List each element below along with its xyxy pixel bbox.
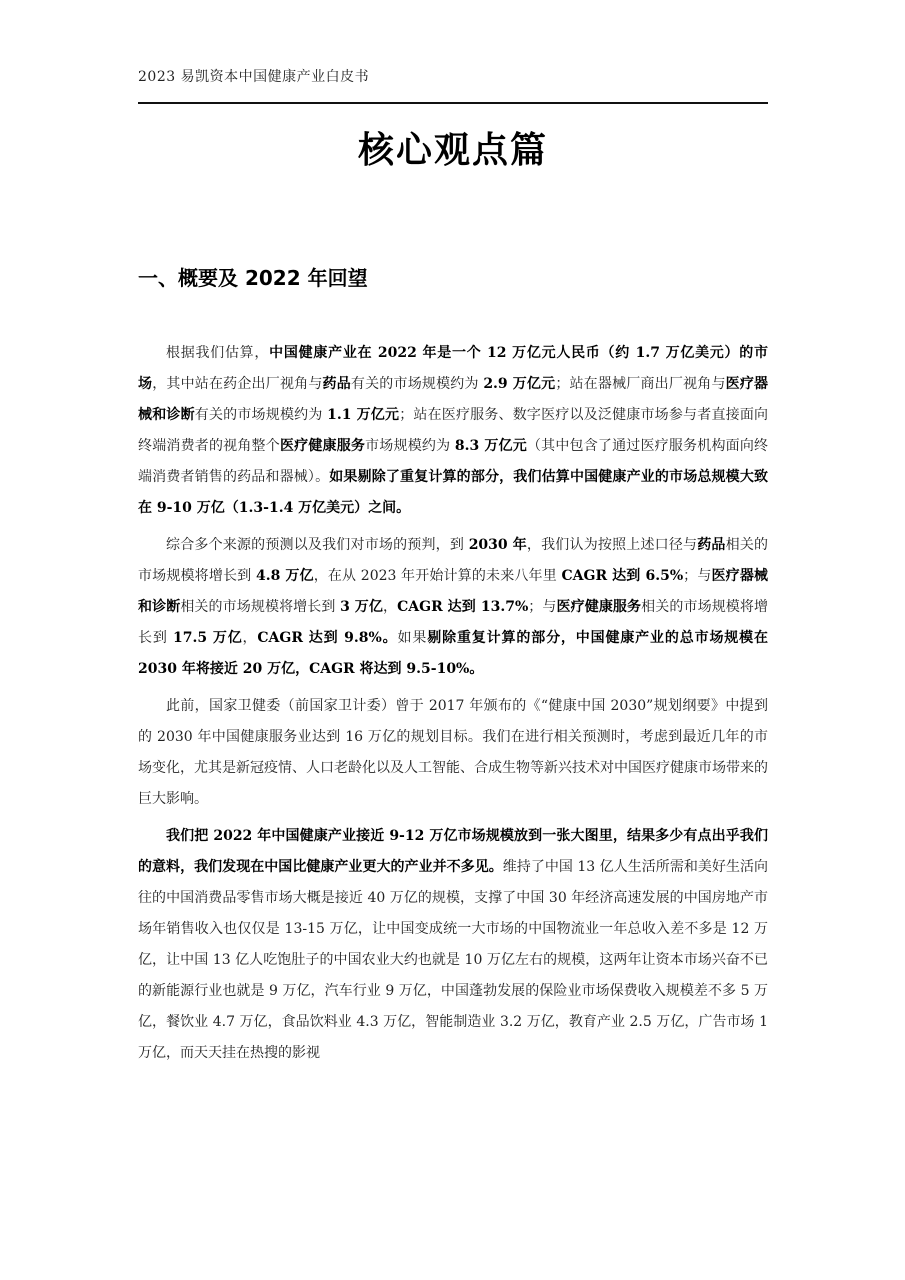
text-run: 相关的市场规模将增长到 — [138, 537, 769, 584]
bold-text-run: 2030 年 — [468, 537, 527, 553]
document-header-title: 2023 易凯资本中国健康产业白皮书 — [138, 69, 370, 85]
paragraph — [138, 691, 768, 815]
bold-text-run: 如果剔除了重复计算的部分，我们估算中国健康产业的市场总规模大致在 9-10 万亿（1.3-1.4 万亿美元）之间。 — [138, 469, 769, 516]
bold-text-run: 4.8 万亿 — [255, 568, 314, 584]
text-run: ， — [242, 630, 258, 646]
bold-text-run: 医疗健康服务 — [279, 438, 366, 454]
bold-text-run: 17.5 万亿 — [173, 630, 243, 646]
bold-text-run: 1.1 万亿元 — [327, 407, 400, 423]
bold-text-run: 3 万亿 — [340, 599, 383, 615]
bold-text-run: 8.3 万亿元 — [454, 438, 527, 454]
bold-text-run: 医疗器械和诊断 — [138, 568, 769, 615]
paragraph — [138, 530, 768, 685]
bold-text-run: 中国健康产业在 2022 年是一个 12 万亿元人民币（约 1.7 万亿美元）的市场 — [138, 345, 769, 392]
text-run: 此前，国家卫健委（前国家卫计委）曾于 2017 年颁布的《“健康中国 2030”规划纲要》中提到的 2030 年中国健康服务业达到 16 万亿的规划目标。我们在进行相关预测时，考虑到最近几年的市场变化，尤其是新冠疫情、人口老龄化以及人工智能、合成生物等新兴技术对中国医疗健康市场带来的巨大影响。 — [138, 698, 768, 807]
bold-text-run: 医疗健康服务 — [556, 599, 642, 615]
body-text — [138, 338, 768, 1075]
text-run: ；站在器械厂商出厂视角与 — [555, 376, 726, 392]
paragraph — [138, 821, 768, 1069]
page-title: 核心观点篇 — [357, 130, 548, 171]
bold-text-run: 医疗器械和诊断 — [138, 376, 769, 423]
text-run: （其中包含了通过医疗服务机构面向终端消费者销售的药品和器械）。 — [138, 438, 769, 485]
text-run: 相关的市场规模将增长到 — [138, 599, 769, 646]
text-run: 市场规模约为 — [365, 438, 455, 454]
text-run: ；站在医疗服务、数字医疗以及泛健康市场参与者直接面向终端消费者的视角整个 — [138, 407, 769, 454]
text-run: ，我们认为按照上述口径与 — [526, 537, 698, 553]
bold-text-run: CAGR 达到 13.7% — [397, 599, 529, 615]
bold-text-run: CAGR 达到 6.5% — [561, 568, 684, 584]
section-heading: 一、概要及 2022 年回望 — [138, 266, 368, 290]
text-run: ， — [383, 599, 398, 615]
bold-text-run: 我们把 2022 年中国健康产业接近 9-12 万亿市场规模放到一张大图里，结果多少有点出乎我们的意料，我们发现在中国比健康产业更大的产业并不多见。 — [138, 828, 768, 875]
bold-text-run: CAGR 达到 9.8%。 — [257, 630, 398, 646]
bold-text-run: 药品 — [697, 537, 726, 553]
text-run: 有关的市场规模约为 — [194, 407, 328, 423]
text-run: 相关的市场规模将增长到 — [180, 599, 341, 615]
text-run: ，其中站在药企出厂视角与 — [152, 376, 323, 392]
paragraph — [138, 338, 768, 524]
bold-text-run: 2.9 万亿元 — [483, 376, 556, 392]
text-run: 维持了中国 13 亿人生活所需和美好生活向往的中国消费品零售市场大概是接近 40 万亿的规模，支撑了中国 30 年经济高速发展的中国房地产市场年销售收入也仅仅是 13-15 万亿，让中国变成统一大市场的中国物流业一年总收入差不多是 12 万亿，让中国 13 亿人吃饱肚子的中国农业大约也就是 10 万亿左右的规模，这两年让资本市场兴奋不已的新能源行业也就是 9 万亿，汽车行业 9 万亿，中国蓬勃发展的保险业市场保费收入规模差不多 5 万亿，餐饮业 4.7 万亿，食品饮料业 4.3 万亿，智能制造业 3.2 万亿，教育产业 2.5 万亿，广告市场 1 万亿，而天天挂在热搜的影视 — [138, 859, 769, 1061]
bold-text-run: 药品 — [322, 376, 351, 392]
bold-text-run: 剔除重复计算的部分，中国健康产业的总市场规模在 2030 年将接近 20 万亿，CAGR 将达到 9.5-10%。 — [138, 630, 769, 677]
text-run: 综合多个来源的预测以及我们对市场的预判，到 — [166, 537, 469, 553]
text-run: 如果 — [397, 630, 428, 646]
text-run: ，在从 2023 年开始计算的未来八年里 — [313, 568, 562, 584]
header-divider — [138, 102, 768, 104]
text-run: 根据我们估算， — [166, 345, 270, 361]
text-run: 有关的市场规模约为 — [350, 376, 484, 392]
text-run: ；与 — [528, 599, 557, 615]
text-run: ；与 — [683, 568, 712, 584]
